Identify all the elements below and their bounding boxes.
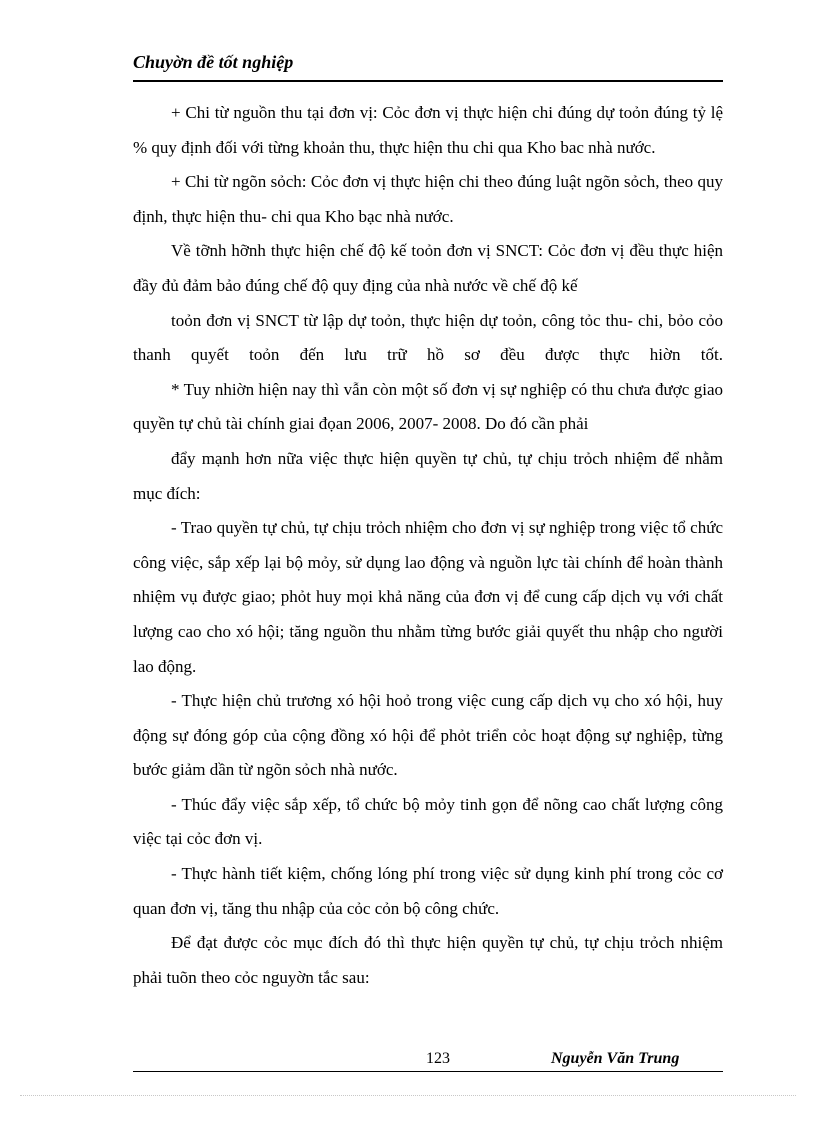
paragraph: + Chi từ nguồn thu tại đơn vị: Cỏc đơn vị thực hiện chi đúng dự toỏn đúng tỷ lệ % quy định đối với từng khoản thu, thực hiện thu chi qua Kho bac nhà nước. xyxy=(133,103,723,157)
paragraph: toỏn đơn vị SNCT từ lập dự toỏn, thực hiện dự toỏn, công tỏc thu- chi, bỏo cỏo thanh quyết toỏn đến lưu trữ hồ sơ đều được thực hiờn tốt. xyxy=(133,310,723,365)
paragraph: + Chi từ ngõn sỏch: Cỏc đơn vị thực hiện chi theo đúng luật ngõn sỏch, theo quy định, thực hiện thu- chi qua Kho bạc nhà nước. xyxy=(133,172,723,226)
page-bottom-divider xyxy=(20,1095,796,1096)
paragraph: Để đạt được cỏc mục đích đó thì thực hiện quyền tự chủ, tự chịu trỏch nhiệm phải tuõn theo cỏc nguyờn tắc sau: xyxy=(133,933,723,987)
paragraph: đẩy mạnh hơn nữa việc thực hiện quyền tự chủ, tự chịu trỏch nhiệm để nhằm mục đích: xyxy=(133,448,723,503)
page-number: 123 xyxy=(426,1050,450,1067)
body-text xyxy=(133,96,723,995)
paragraph: Về tỡnh hỡnh thực hiện chế độ kế toỏn đơn vị SNCT: Cỏc đơn vị đều thực hiện đầy đủ đảm bảo đúng chế độ quy địng của nhà nước về chế độ kế xyxy=(133,241,723,295)
page-footer xyxy=(133,1049,723,1072)
header-title: Chuyờn đề tốt nghiệp xyxy=(133,52,294,72)
paragraph: - Thúc đẩy việc sắp xếp, tổ chức bộ mỏy tinh gọn để nõng cao chất lượng công việc tại cỏc đơn vị. xyxy=(133,794,723,849)
paragraph: * Tuy nhiờn hiện nay thì vẫn còn một số đơn vị sự nghiệp có thu chưa được giao quyền tự chủ tài chính giai đọan 2006, 2007- 2008. Do đó cần phải xyxy=(133,379,723,434)
author-name: Nguyễn Văn Trung xyxy=(551,1050,680,1067)
paragraph: - Trao quyền tự chủ, tự chịu trỏch nhiệm cho đơn vị sự nghiệp trong việc tổ chức công việc, sắp xếp lại bộ mỏy, sử dụng lao động và nguồn lực tài chính để hoàn thành nhiệm vụ được giao; phỏt huy mọi khả năng của đơn vị để cung cấp dịch vụ với chất lượng cao cho xó hội; tăng nguồn thu nhằm từng bước giải quyết thu nhập cho người lao động. xyxy=(133,518,723,676)
paragraph: - Thực hành tiết kiệm, chống lóng phí trong việc sử dụng kinh phí trong cỏc cơ quan đơn vị, tăng thu nhập của cỏc cỏn bộ công chức. xyxy=(133,864,723,918)
paragraph: - Thực hiện chủ trương xó hội hoỏ trong việc cung cấp dịch vụ cho xó hội, huy động sự đóng góp của cộng đồng xó hội để phỏt triển cỏc hoạt động sự nghiệp, từng bước giảm dần từ ngõn sỏch nhà nước. xyxy=(133,691,723,780)
page-header xyxy=(133,50,723,82)
